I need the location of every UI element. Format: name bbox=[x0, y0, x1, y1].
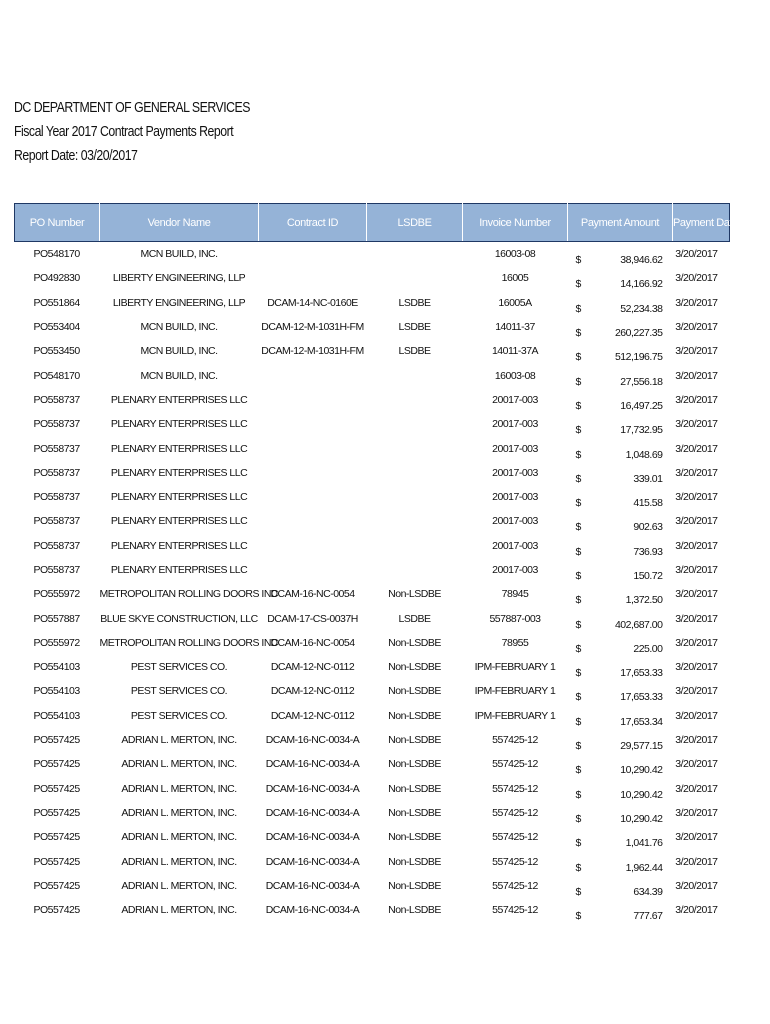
cell-po-number: PO557425 bbox=[33, 831, 80, 844]
cell-po-number: PO558737 bbox=[33, 491, 80, 504]
cell-payment-amount bbox=[568, 801, 673, 825]
cell-vendor-name: MCN BUILD, INC. bbox=[140, 248, 218, 261]
cell-payment-amount bbox=[568, 898, 673, 922]
cell-contract-id bbox=[259, 242, 367, 267]
amount-value: 260,227.35 bbox=[614, 327, 663, 340]
currency-symbol: $ bbox=[575, 254, 581, 267]
cell-lsdbe bbox=[367, 412, 463, 436]
report-title: Fiscal Year 2017 Contract Payments Report bbox=[14, 123, 234, 140]
cell-payment-date: 3/20/2017 bbox=[675, 272, 718, 285]
amount-value: 52,234.38 bbox=[620, 302, 663, 315]
cell-payment-amount bbox=[568, 849, 673, 873]
table-row bbox=[15, 728, 730, 752]
cell-payment-amount bbox=[568, 485, 673, 509]
cell-invoice-number: 20017-003 bbox=[492, 442, 538, 455]
cell-lsdbe: Non-LSDBE bbox=[388, 904, 441, 917]
currency-symbol: $ bbox=[575, 618, 581, 631]
table-row bbox=[15, 631, 730, 655]
currency-symbol: $ bbox=[575, 570, 581, 582]
amount-value: 402,687.00 bbox=[614, 618, 663, 631]
cell-contract-id: DCAM-16-NC-0034-A bbox=[265, 758, 360, 771]
cell-payment-date: 3/20/2017 bbox=[675, 296, 718, 309]
cell-payment-amount bbox=[568, 777, 673, 801]
cell-vendor-name: PEST SERVICES CO. bbox=[130, 685, 228, 698]
report-date: Report Date: 03/20/2017 bbox=[14, 147, 138, 164]
cell-lsdbe bbox=[367, 363, 463, 387]
cell-lsdbe bbox=[367, 436, 463, 460]
cell-vendor-name: METROPOLITAN ROLLING DOORS INC bbox=[99, 588, 278, 601]
cell-vendor-name: PLENARY ENTERPRISES LLC bbox=[110, 539, 248, 552]
amount-value: 415.58 bbox=[633, 497, 663, 510]
cell-vendor-name: MCN BUILD, INC. bbox=[140, 369, 218, 382]
cell-invoice-number: 557425-12 bbox=[492, 855, 538, 868]
cell-invoice-number: IPM-FEBRUARY 1 bbox=[474, 661, 556, 674]
currency-symbol: $ bbox=[575, 424, 581, 437]
table-row bbox=[15, 266, 730, 290]
cell-lsdbe bbox=[367, 242, 463, 267]
cell-po-number: PO557425 bbox=[33, 758, 80, 771]
amount-value: 225.00 bbox=[633, 642, 663, 655]
cell-payment-date: 3/20/2017 bbox=[675, 734, 718, 747]
amount-value: 29,577.15 bbox=[620, 740, 663, 753]
cell-po-number: PO553404 bbox=[33, 321, 80, 334]
cell-vendor-name: ADRIAN L. MERTON, INC. bbox=[121, 734, 237, 747]
cell-po-number: PO548170 bbox=[33, 369, 80, 382]
amount-value: 17,653.33 bbox=[620, 667, 663, 680]
cell-invoice-number: 78955 bbox=[501, 636, 529, 649]
currency-symbol: $ bbox=[575, 910, 581, 923]
cell-po-number: PO492830 bbox=[33, 272, 80, 285]
cell-po-number: PO558737 bbox=[33, 515, 80, 528]
table-row bbox=[15, 509, 730, 533]
cell-lsdbe: Non-LSDBE bbox=[388, 782, 441, 795]
cell-contract-id bbox=[259, 363, 367, 387]
cell-payment-amount bbox=[568, 752, 673, 776]
cell-payment-amount bbox=[568, 412, 673, 436]
cell-contract-id: DCAM-12-NC-0112 bbox=[270, 661, 355, 674]
cell-vendor-name: ADRIAN L. MERTON, INC. bbox=[121, 806, 237, 819]
cell-lsdbe: LSDBE bbox=[398, 321, 431, 334]
amount-value: 1,041.76 bbox=[625, 837, 663, 850]
report-org: DC DEPARTMENT OF GENERAL SERVICES bbox=[14, 99, 250, 116]
amount-value: 777.67 bbox=[633, 910, 663, 923]
cell-vendor-name: BLUE SKYE CONSTRUCTION, LLC bbox=[100, 612, 258, 625]
cell-payment-amount bbox=[568, 825, 673, 849]
cell-vendor-name: PEST SERVICES CO. bbox=[130, 661, 228, 674]
cell-payment-date: 3/20/2017 bbox=[675, 685, 718, 698]
cell-lsdbe: Non-LSDBE bbox=[388, 685, 441, 698]
cell-payment-amount bbox=[568, 582, 673, 606]
cell-payment-amount bbox=[568, 558, 673, 582]
cell-payment-amount bbox=[568, 606, 673, 630]
cell-vendor-name: METROPOLITAN ROLLING DOORS INC bbox=[99, 636, 278, 649]
currency-symbol: $ bbox=[575, 837, 581, 850]
cell-lsdbe: Non-LSDBE bbox=[388, 831, 441, 844]
cell-payment-amount bbox=[568, 388, 673, 412]
currency-symbol: $ bbox=[575, 764, 581, 777]
currency-symbol: $ bbox=[575, 497, 581, 510]
cell-payment-date: 3/20/2017 bbox=[675, 564, 718, 576]
currency-symbol: $ bbox=[575, 812, 581, 825]
currency-symbol: $ bbox=[575, 715, 581, 728]
amount-value: 10,290.42 bbox=[620, 788, 663, 801]
table-row bbox=[15, 388, 730, 412]
cell-payment-date: 3/20/2017 bbox=[675, 612, 718, 625]
cell-lsdbe: Non-LSDBE bbox=[388, 734, 441, 747]
amount-value: 27,556.18 bbox=[620, 375, 663, 388]
cell-contract-id bbox=[259, 412, 367, 436]
table-row bbox=[15, 339, 730, 363]
cell-contract-id: DCAM-12-NC-0112 bbox=[270, 685, 355, 698]
cell-po-number: PO554103 bbox=[33, 661, 80, 674]
currency-symbol: $ bbox=[575, 448, 581, 461]
cell-payment-amount bbox=[568, 728, 673, 752]
cell-vendor-name: ADRIAN L. MERTON, INC. bbox=[121, 831, 237, 844]
cell-po-number: PO557425 bbox=[33, 855, 80, 868]
cell-payment-date: 3/20/2017 bbox=[675, 709, 718, 722]
currency-symbol: $ bbox=[575, 327, 581, 340]
cell-po-number: PO558737 bbox=[33, 393, 80, 406]
currency-symbol: $ bbox=[575, 861, 581, 874]
cell-payment-amount bbox=[568, 363, 673, 387]
cell-payment-amount bbox=[568, 339, 673, 363]
cell-invoice-number: 14011-37 bbox=[495, 321, 535, 334]
cell-po-number: PO555972 bbox=[33, 636, 80, 649]
table-row bbox=[15, 874, 730, 898]
amount-value: 14,166.92 bbox=[620, 278, 663, 291]
cell-contract-id bbox=[259, 388, 367, 412]
cell-lsdbe bbox=[367, 388, 463, 412]
currency-symbol: $ bbox=[575, 278, 581, 291]
amount-value: 512,196.75 bbox=[614, 351, 663, 364]
amount-value: 38,946.62 bbox=[620, 254, 663, 267]
cell-lsdbe bbox=[367, 534, 463, 558]
cell-lsdbe: LSDBE bbox=[398, 612, 431, 625]
cell-vendor-name: PLENARY ENTERPRISES LLC bbox=[110, 491, 248, 504]
cell-po-number: PO551864 bbox=[33, 296, 80, 309]
cell-po-number: PO553450 bbox=[33, 345, 80, 358]
cell-po-number: PO558737 bbox=[33, 539, 80, 552]
cell-vendor-name: LIBERTY ENGINEERING, LLP bbox=[112, 296, 246, 309]
cell-po-number: PO554103 bbox=[33, 709, 80, 722]
cell-payment-amount bbox=[568, 534, 673, 558]
cell-contract-id bbox=[259, 509, 367, 533]
currency-symbol: $ bbox=[575, 740, 581, 753]
cell-lsdbe bbox=[367, 485, 463, 509]
cell-contract-id: DCAM-16-NC-0034-A bbox=[265, 734, 360, 747]
cell-contract-id: DCAM-16-NC-0034-A bbox=[265, 904, 360, 917]
cell-vendor-name: MCN BUILD, INC. bbox=[140, 321, 218, 334]
table-body bbox=[15, 242, 730, 923]
cell-contract-id: DCAM-16-NC-0054 bbox=[270, 636, 355, 649]
cell-payment-amount bbox=[568, 436, 673, 460]
amount-value: 17,732.95 bbox=[620, 424, 663, 437]
cell-payment-amount bbox=[568, 679, 673, 703]
table-row bbox=[15, 436, 730, 460]
amount-value: 736.93 bbox=[633, 545, 663, 558]
cell-lsdbe: Non-LSDBE bbox=[388, 661, 441, 674]
table-row bbox=[15, 363, 730, 387]
currency-symbol: $ bbox=[575, 642, 581, 655]
cell-contract-id: DCAM-12-M-1031H-FM bbox=[261, 321, 364, 334]
cell-contract-id bbox=[259, 461, 367, 485]
cell-po-number: PO558737 bbox=[33, 442, 80, 455]
amount-value: 339.01 bbox=[633, 472, 663, 485]
cell-payment-date: 3/20/2017 bbox=[675, 758, 718, 771]
cell-payment-date: 3/20/2017 bbox=[675, 904, 718, 917]
cell-invoice-number: 557425-12 bbox=[492, 806, 538, 819]
cell-vendor-name: PLENARY ENTERPRISES LLC bbox=[110, 393, 248, 406]
header-lsdbe[interactable]: LSDBE bbox=[367, 204, 463, 242]
cell-payment-date: 3/20/2017 bbox=[675, 466, 718, 479]
cell-contract-id: DCAM-14-NC-0160E bbox=[267, 296, 358, 309]
cell-lsdbe bbox=[367, 558, 463, 582]
table-row bbox=[15, 558, 730, 582]
cell-contract-id: DCAM-16-NC-0034-A bbox=[265, 831, 360, 844]
amount-value: 902.63 bbox=[633, 521, 663, 534]
table-row bbox=[15, 606, 730, 630]
cell-payment-amount bbox=[568, 874, 673, 898]
cell-payment-date: 3/20/2017 bbox=[675, 831, 718, 844]
cell-invoice-number: 557425-12 bbox=[492, 831, 538, 844]
amount-value: 17,653.33 bbox=[620, 691, 663, 704]
cell-vendor-name: PLENARY ENTERPRISES LLC bbox=[110, 418, 248, 431]
amount-value: 10,290.42 bbox=[620, 812, 663, 825]
table-row bbox=[15, 777, 730, 801]
header-invoice-number[interactable]: Invoice Number bbox=[463, 204, 568, 242]
table-row bbox=[15, 704, 730, 728]
amount-value: 1,372.50 bbox=[625, 594, 663, 607]
cell-payment-date: 3/20/2017 bbox=[675, 539, 718, 552]
cell-invoice-number: 78945 bbox=[501, 588, 529, 601]
table-row bbox=[15, 655, 730, 679]
currency-symbol: $ bbox=[575, 399, 581, 412]
cell-vendor-name: ADRIAN L. MERTON, INC. bbox=[121, 904, 237, 917]
currency-symbol: $ bbox=[575, 594, 581, 607]
cell-payment-date: 3/20/2017 bbox=[675, 345, 718, 358]
amount-value: 10,290.42 bbox=[620, 764, 663, 777]
amount-value: 1,962.44 bbox=[625, 861, 663, 874]
payments-table bbox=[14, 203, 738, 923]
cell-invoice-number: 16003-08 bbox=[494, 369, 536, 382]
cell-lsdbe: Non-LSDBE bbox=[388, 709, 441, 722]
header-po-number[interactable]: PO Number bbox=[15, 204, 100, 242]
cell-po-number: PO548170 bbox=[33, 248, 80, 261]
cell-contract-id: DCAM-12-NC-0112 bbox=[270, 709, 355, 722]
table-row bbox=[15, 679, 730, 703]
table-row bbox=[15, 849, 730, 873]
table-row bbox=[15, 825, 730, 849]
cell-lsdbe: Non-LSDBE bbox=[388, 758, 441, 771]
cell-contract-id: DCAM-12-M-1031H-FM bbox=[261, 345, 364, 358]
cell-po-number: PO554103 bbox=[33, 685, 80, 698]
table-row bbox=[15, 461, 730, 485]
cell-contract-id bbox=[259, 436, 367, 460]
cell-payment-date: 3/20/2017 bbox=[675, 515, 718, 528]
cell-lsdbe: Non-LSDBE bbox=[388, 806, 441, 819]
cell-vendor-name: LIBERTY ENGINEERING, LLP bbox=[112, 272, 246, 285]
cell-payment-amount bbox=[568, 461, 673, 485]
cell-po-number: PO557425 bbox=[33, 879, 80, 892]
table-row bbox=[15, 485, 730, 509]
cell-payment-date: 3/20/2017 bbox=[675, 442, 718, 455]
cell-invoice-number: 557425-12 bbox=[492, 904, 538, 917]
cell-vendor-name: PLENARY ENTERPRISES LLC bbox=[110, 564, 248, 576]
cell-lsdbe bbox=[367, 461, 463, 485]
report-header bbox=[14, 96, 302, 168]
header-contract-id[interactable]: Contract ID bbox=[259, 204, 367, 242]
cell-po-number: PO558737 bbox=[33, 466, 80, 479]
cell-invoice-number: 557887-003 bbox=[489, 612, 541, 625]
cell-payment-amount bbox=[568, 266, 673, 290]
cell-contract-id bbox=[259, 558, 367, 582]
cell-payment-date: 3/20/2017 bbox=[675, 661, 718, 674]
currency-symbol: $ bbox=[575, 885, 581, 898]
cell-invoice-number: 20017-003 bbox=[492, 539, 538, 552]
cell-invoice-number: 557425-12 bbox=[492, 734, 538, 747]
cell-lsdbe bbox=[367, 266, 463, 290]
cell-lsdbe: Non-LSDBE bbox=[388, 855, 441, 868]
cell-contract-id: DCAM-17-CS-0037H bbox=[267, 612, 358, 625]
cell-payment-amount bbox=[568, 631, 673, 655]
cell-vendor-name: ADRIAN L. MERTON, INC. bbox=[121, 758, 237, 771]
currency-symbol: $ bbox=[575, 788, 581, 801]
currency-symbol: $ bbox=[575, 302, 581, 315]
cell-payment-date: 3/20/2017 bbox=[675, 806, 718, 819]
cell-contract-id: DCAM-16-NC-0054 bbox=[270, 588, 355, 601]
cell-po-number: PO558737 bbox=[33, 418, 80, 431]
cell-lsdbe: Non-LSDBE bbox=[388, 879, 441, 892]
cell-contract-id bbox=[259, 534, 367, 558]
cell-payment-amount bbox=[568, 704, 673, 728]
cell-vendor-name: ADRIAN L. MERTON, INC. bbox=[121, 879, 237, 892]
cell-po-number: PO557425 bbox=[33, 782, 80, 795]
currency-symbol: $ bbox=[575, 545, 581, 558]
cell-po-number: PO558737 bbox=[33, 564, 80, 576]
cell-invoice-number: 557425-12 bbox=[492, 782, 538, 795]
cell-invoice-number: 20017-003 bbox=[492, 466, 538, 479]
cell-vendor-name: ADRIAN L. MERTON, INC. bbox=[121, 782, 237, 795]
cell-po-number: PO555972 bbox=[33, 588, 80, 601]
cell-po-number: PO557425 bbox=[33, 806, 80, 819]
amount-value: 17,653.34 bbox=[620, 715, 663, 728]
table-row bbox=[15, 412, 730, 436]
cell-contract-id: DCAM-16-NC-0034-A bbox=[265, 782, 360, 795]
amount-value: 150.72 bbox=[633, 570, 663, 582]
table-row bbox=[15, 801, 730, 825]
cell-invoice-number: IPM-FEBRUARY 1 bbox=[474, 685, 556, 698]
cell-payment-amount bbox=[568, 655, 673, 679]
cell-invoice-number: 20017-003 bbox=[492, 515, 538, 528]
cell-invoice-number: 557425-12 bbox=[492, 879, 538, 892]
cell-lsdbe: LSDBE bbox=[398, 345, 431, 358]
cell-payment-amount bbox=[568, 291, 673, 315]
cell-payment-date: 3/20/2017 bbox=[675, 588, 718, 601]
currency-symbol: $ bbox=[575, 351, 581, 364]
cell-payment-date: 3/20/2017 bbox=[675, 855, 718, 868]
cell-contract-id: DCAM-16-NC-0034-A bbox=[265, 879, 360, 892]
cell-vendor-name: MCN BUILD, INC. bbox=[140, 345, 218, 358]
table-row bbox=[15, 582, 730, 606]
cell-payment-amount bbox=[568, 315, 673, 339]
cell-po-number: PO557425 bbox=[33, 904, 80, 917]
cell-contract-id: DCAM-16-NC-0034-A bbox=[265, 806, 360, 819]
cell-invoice-number: 20017-003 bbox=[492, 393, 538, 406]
cell-invoice-number: 20017-003 bbox=[492, 564, 538, 576]
cell-vendor-name: PLENARY ENTERPRISES LLC bbox=[110, 515, 248, 528]
amount-value: 634.39 bbox=[633, 885, 663, 898]
cell-vendor-name: ADRIAN L. MERTON, INC. bbox=[121, 855, 237, 868]
currency-symbol: $ bbox=[575, 521, 581, 534]
header-payment-amount[interactable]: Payment Amount bbox=[568, 204, 673, 242]
table-header-row bbox=[15, 204, 730, 242]
cell-invoice-number: IPM-FEBRUARY 1 bbox=[474, 709, 556, 722]
table-row bbox=[15, 291, 730, 315]
cell-contract-id bbox=[259, 485, 367, 509]
header-vendor-name[interactable]: Vendor Name bbox=[100, 204, 259, 242]
cell-invoice-number: 20017-003 bbox=[492, 491, 538, 504]
currency-symbol: $ bbox=[575, 667, 581, 680]
cell-payment-date: 3/20/2017 bbox=[675, 369, 718, 382]
cell-payment-date: 3/20/2017 bbox=[675, 636, 718, 649]
cell-invoice-number: 16005A bbox=[498, 296, 532, 309]
cell-contract-id: DCAM-16-NC-0034-A bbox=[265, 855, 360, 868]
cell-payment-date: 3/20/2017 bbox=[675, 321, 718, 334]
amount-value: 16,497.25 bbox=[620, 399, 663, 412]
currency-symbol: $ bbox=[575, 472, 581, 485]
cell-lsdbe: LSDBE bbox=[398, 296, 431, 309]
table-row bbox=[15, 534, 730, 558]
cell-payment-date: 3/20/2017 bbox=[675, 782, 718, 795]
cell-vendor-name: PEST SERVICES CO. bbox=[130, 709, 228, 722]
cell-invoice-number: 557425-12 bbox=[492, 758, 538, 771]
cell-lsdbe: Non-LSDBE bbox=[388, 588, 441, 601]
cell-po-number: PO557425 bbox=[33, 734, 80, 747]
cell-lsdbe bbox=[367, 509, 463, 533]
currency-symbol: $ bbox=[575, 691, 581, 704]
cell-po-number: PO557887 bbox=[33, 612, 80, 625]
table-row bbox=[15, 898, 730, 922]
cell-payment-date: 3/20/2017 bbox=[675, 248, 718, 261]
currency-symbol: $ bbox=[575, 375, 581, 388]
table-row bbox=[15, 752, 730, 776]
table-row bbox=[15, 315, 730, 339]
cell-invoice-number: 20017-003 bbox=[492, 418, 538, 431]
cell-payment-date: 3/20/2017 bbox=[675, 491, 718, 504]
table-row bbox=[15, 242, 730, 267]
cell-invoice-number: 14011-37A bbox=[491, 345, 539, 358]
cell-payment-date: 3/20/2017 bbox=[675, 393, 718, 406]
cell-vendor-name: PLENARY ENTERPRISES LLC bbox=[110, 442, 248, 455]
cell-contract-id bbox=[259, 266, 367, 290]
header-payment-date[interactable]: Payment Date bbox=[673, 204, 730, 242]
cell-invoice-number: 16003-08 bbox=[494, 248, 536, 261]
cell-payment-amount bbox=[568, 509, 673, 533]
amount-value: 1,048.69 bbox=[625, 448, 663, 461]
cell-payment-date: 3/20/2017 bbox=[675, 879, 718, 892]
cell-lsdbe: Non-LSDBE bbox=[388, 636, 441, 649]
cell-payment-amount bbox=[568, 242, 673, 267]
cell-payment-date: 3/20/2017 bbox=[675, 418, 718, 431]
cell-vendor-name: PLENARY ENTERPRISES LLC bbox=[110, 466, 248, 479]
cell-invoice-number: 16005 bbox=[501, 272, 529, 285]
